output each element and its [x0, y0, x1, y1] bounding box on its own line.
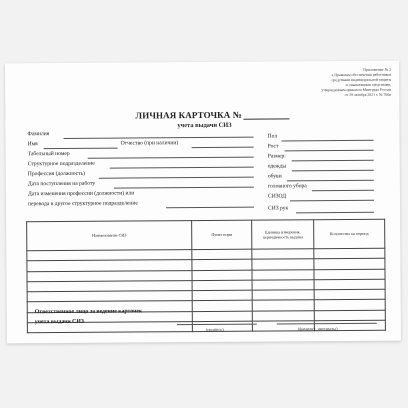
surname-label: Фамилия [27, 131, 50, 138]
height-line [285, 150, 374, 152]
sex-label: Пол [267, 133, 278, 140]
height-label: Рост [267, 143, 279, 150]
table-cell [314, 279, 385, 290]
appendix-line: и смывающими средствами, [345, 82, 392, 87]
size-line [292, 160, 374, 162]
table-cell [252, 280, 314, 291]
department-line [110, 167, 254, 169]
headwear-size-label: головного убора [267, 183, 307, 190]
name-line [44, 148, 118, 150]
table-cell [252, 259, 314, 270]
table-cell [252, 249, 314, 260]
profession-label: Профессия (должность) [27, 170, 85, 178]
table-cell [252, 269, 314, 280]
appendix-line: к Правилам обеспечения работников [331, 72, 392, 78]
appendix-line: от 29 октября 2021 г. № 766н [344, 92, 392, 97]
appendix-reference [271, 68, 391, 98]
document-title [135, 109, 290, 120]
shoe-size-line [287, 180, 374, 182]
profession-line [99, 177, 254, 179]
change-date-label-2: перевода в другое структурное подразделение [27, 200, 138, 208]
table-cell [192, 301, 252, 312]
responsible-label-2: учета выдачи СИЗ [34, 318, 84, 326]
appendix-line: средствами индивидуальной защиты [331, 77, 392, 82]
hand-protection-label: СИЗ рук [268, 205, 289, 212]
card-number-field [244, 110, 290, 119]
hand-protection-line [296, 212, 374, 214]
department-label: Структурное подразделение [27, 160, 95, 168]
patronymic-line [192, 147, 254, 148]
table-cell [252, 290, 314, 301]
column-header-ppe-name: Наименование СИЗ [27, 221, 192, 251]
table-cell [252, 300, 314, 311]
table-cell [314, 259, 385, 270]
table-cell [252, 311, 314, 322]
shoe-size-label: обуви [267, 173, 282, 180]
table-cell [314, 310, 385, 321]
appendix-line: Приложение № 2 [363, 67, 392, 72]
table-header-row [27, 219, 385, 250]
signature-hint: (подпись) [205, 326, 224, 332]
hire-date-label: Дата поступления на работу [27, 180, 96, 188]
appendix-line: утвержденным приказом Минтруда России [321, 87, 392, 92]
responsible-label-1: Ответственное лицо за ведение карточек [34, 308, 143, 316]
headwear-size-line [312, 190, 374, 191]
change-date-line [166, 207, 254, 209]
table-cell [192, 270, 252, 281]
table-cell [192, 280, 252, 291]
table-cell [192, 290, 252, 301]
column-header-norm-item: Пункт норм [192, 220, 252, 249]
size-label: Размер: [267, 153, 286, 160]
document-title-text: ЛИЧНАЯ КАРТОЧКА № [135, 109, 242, 121]
clothing-size-line [292, 170, 374, 172]
table-cell [192, 249, 252, 260]
hire-date-line [114, 187, 254, 189]
personal-card-sheet [5, 61, 401, 344]
surname-line [64, 137, 254, 139]
column-header-quantity: Количество на период [314, 219, 385, 248]
personnel-number-label: Табельный номер [27, 150, 70, 158]
personnel-number-line [88, 157, 254, 159]
table-cell [192, 311, 252, 322]
respirator-line [290, 200, 374, 202]
change-date-label-1: Дата изменения профессии (должности) или [27, 190, 135, 198]
table-cell [314, 269, 385, 280]
table-cell [314, 300, 385, 311]
name-label: Имя [27, 141, 38, 148]
name-initials-hint: (фамилия, инициалы) [297, 326, 338, 332]
sex-line [282, 140, 374, 142]
patronymic-label: Отчество (при наличии) [120, 140, 179, 147]
table-cell [192, 259, 252, 270]
clothing-size-label: одежды [267, 163, 287, 170]
column-header-unit-periodicity: Единица измерения, периодичность выдачи [252, 220, 314, 249]
table-cell [314, 289, 385, 300]
respirator-label: СИЗОД [267, 193, 287, 200]
document-subtitle: учета выдачи СИЗ [177, 121, 232, 130]
ppe-table [26, 219, 386, 334]
table-cell [314, 248, 385, 259]
